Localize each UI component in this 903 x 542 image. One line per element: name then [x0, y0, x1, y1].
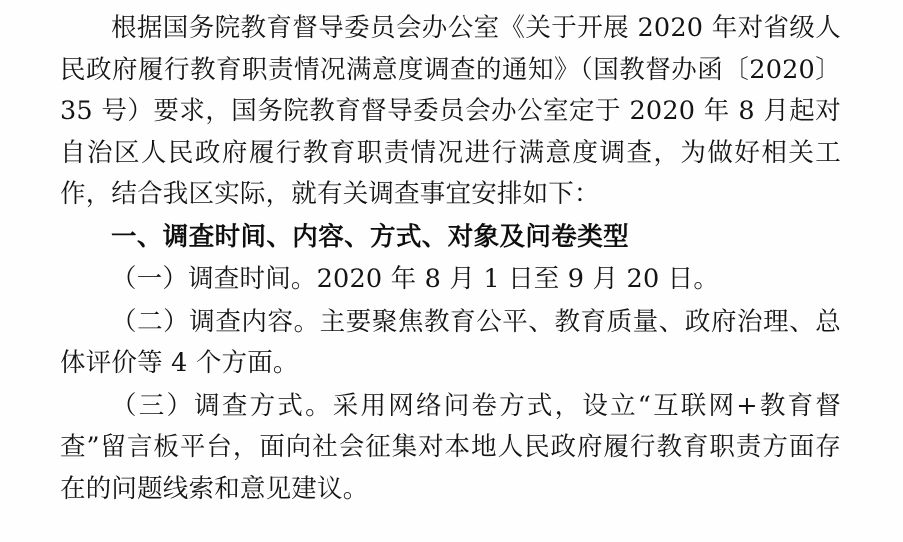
- paragraph-item-two: （二）调查内容。主要聚焦教育公平、教育质量、政府治理、总体评价等 4 个方面。: [60, 306, 841, 378]
- heading-section-one: 一、调查时间、内容、方式、对象及问卷类型: [111, 221, 630, 252]
- paragraph-item-three: （三）调查方式。采用网络问卷方式，设立“互联网+教育督查”留言板平台，面向社会征集对本地人民政府履行教育职责方面存在的问题线索和意见建议。: [60, 390, 841, 504]
- paragraph-intro: 根据国务院教育督导委员会办公室《关于开展 2020 年对省级人民政府履行教育职责情况满意度调查的通知》（国教督办函〔2020〕35 号）要求，国务院教育督导委员会办公室定于 2020 年 8 月起对自治区人民政府履行教育职责情况进行满意度调查，为做好相关工作，结合我区实际，就有关调查事宜安排如下：: [60, 13, 841, 209]
- paragraph-item-one: （一）调查时间。2020 年 8 月 1 日至 9 月 20 日。: [111, 264, 720, 294]
